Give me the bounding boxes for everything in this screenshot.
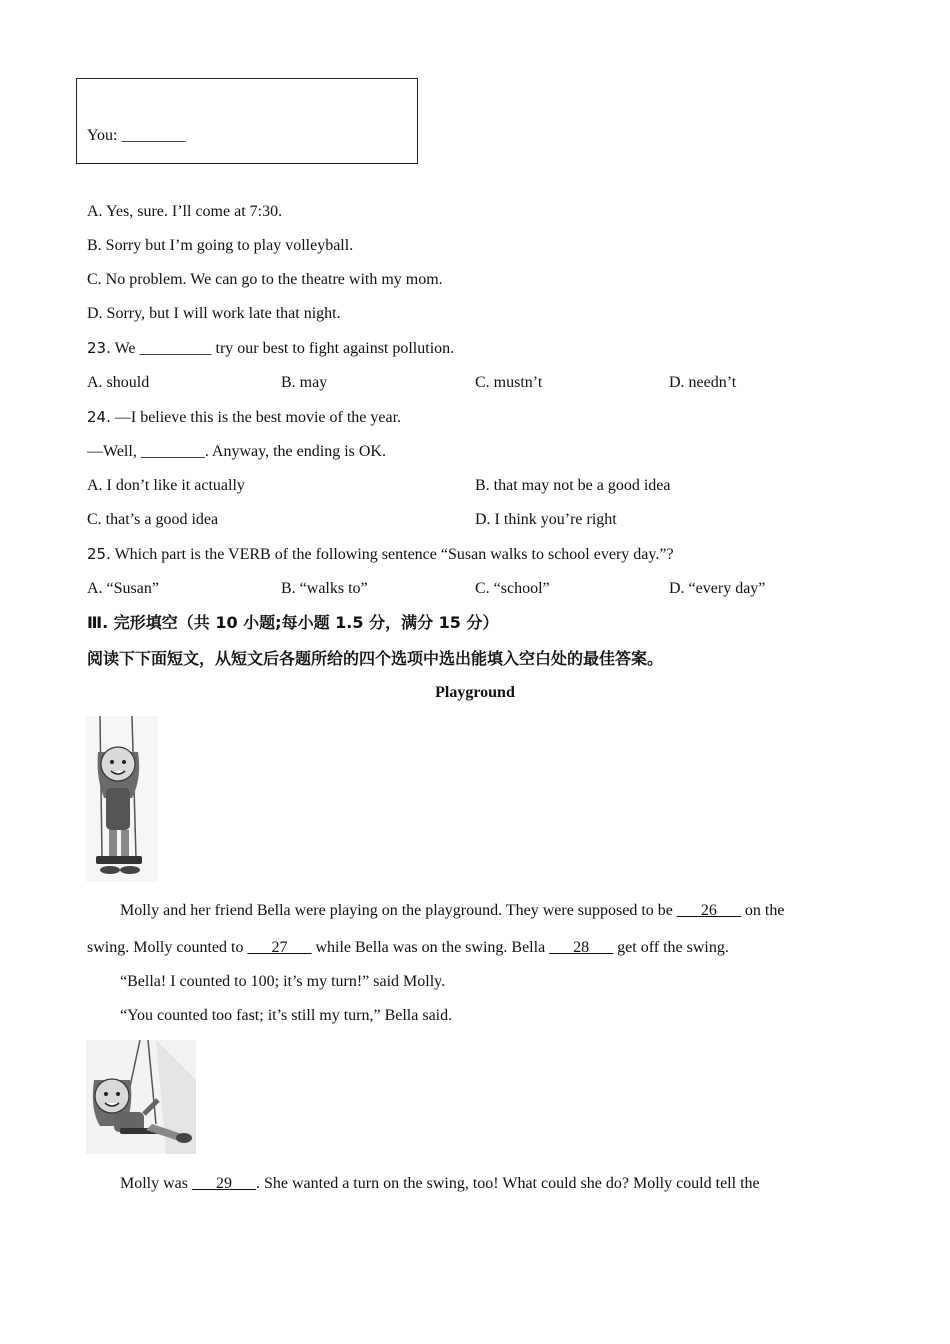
blank-27: ___27___	[247, 939, 312, 956]
passage-line-2	[87, 938, 729, 958]
passage-text: on the	[740, 902, 785, 919]
q23-option-b: B. may	[281, 374, 328, 391]
you-line: You: ________	[87, 127, 186, 144]
section3-instruction: 阅读下下面短文，从短文后各题所给的四个选项中选出能填入空白处的最佳答案。	[87, 649, 664, 668]
q22-option-b: B. Sorry but I’m going to play volleyball.	[87, 237, 354, 254]
blank-29: ___29___	[192, 1175, 256, 1192]
q23-question	[87, 338, 454, 359]
q22-option-c: C. No problem. We can go to the theatre with my mom.	[87, 271, 443, 288]
passage-text: swing. Molly counted to	[87, 939, 248, 956]
q24-option-c: C. that’s a good idea	[87, 511, 219, 528]
q24-option-b: B. that may not be a good idea	[475, 477, 671, 494]
q25-option-b: B. “walks to”	[281, 580, 368, 597]
section3-heading: Ⅲ. 完形填空（共 10 小题;每小题 1.5 分，满分 15 分）	[87, 613, 499, 632]
q24-question	[87, 407, 401, 428]
passage-line-3: “Bella! I counted to 100; it’s my turn!” said Molly.	[120, 973, 446, 990]
q24-line2: —Well, ________. Anyway, the ending is OK.	[87, 443, 386, 460]
girl-swinging-illustration	[86, 1040, 196, 1154]
q23-option-d: D. needn’t	[669, 374, 737, 391]
dialog-box	[76, 78, 418, 164]
q24-option-d: D. I think you’re right	[475, 511, 617, 528]
q23-option-a: A. should	[87, 374, 150, 391]
q25-question	[87, 544, 674, 565]
q25-stem: Which part is the VERB of the following sentence “Susan walks to school every day.”?	[114, 546, 674, 563]
q22-option-d: D. Sorry, but I will work late that night.	[87, 305, 341, 322]
q25-option-c: C. “school”	[475, 580, 550, 597]
q23-stem: We _________ try our best to fight against pollution.	[114, 340, 455, 357]
blank-26: ___26___	[676, 902, 741, 919]
q23-option-c: C. mustn’t	[475, 374, 543, 391]
passage-text: . She wanted a turn on the swing, too! What could she do? Molly could tell the	[256, 1175, 760, 1192]
passage-line-4: “You counted too fast; it’s still my turn,” Bella said.	[120, 1007, 453, 1024]
girl-on-swing-illustration	[86, 716, 158, 882]
passage-line-5	[120, 1174, 760, 1194]
q23-number: 23.	[87, 339, 111, 357]
q25-number: 25.	[87, 545, 111, 563]
q25-option-a: A. “Susan”	[87, 580, 159, 597]
passage-text: get off the swing.	[613, 939, 729, 956]
passage-text: Molly and her friend Bella were playing on the playground. They were supposed to be	[120, 902, 677, 919]
blank-28: ___28___	[549, 939, 614, 956]
q24-option-a: A. I don’t like it actually	[87, 477, 245, 494]
passage-title: Playground	[435, 684, 515, 701]
passage-text: Molly was	[120, 1175, 192, 1192]
passage-line-1	[120, 901, 784, 921]
q24-number: 24.	[87, 408, 111, 426]
passage-text: while Bella was on the swing. Bella	[311, 939, 550, 956]
q22-option-a: A. Yes, sure. I’ll come at 7:30.	[87, 203, 283, 220]
q24-line1: —I believe this is the best movie of the year.	[114, 409, 402, 426]
q25-option-d: D. “every day”	[669, 580, 766, 597]
